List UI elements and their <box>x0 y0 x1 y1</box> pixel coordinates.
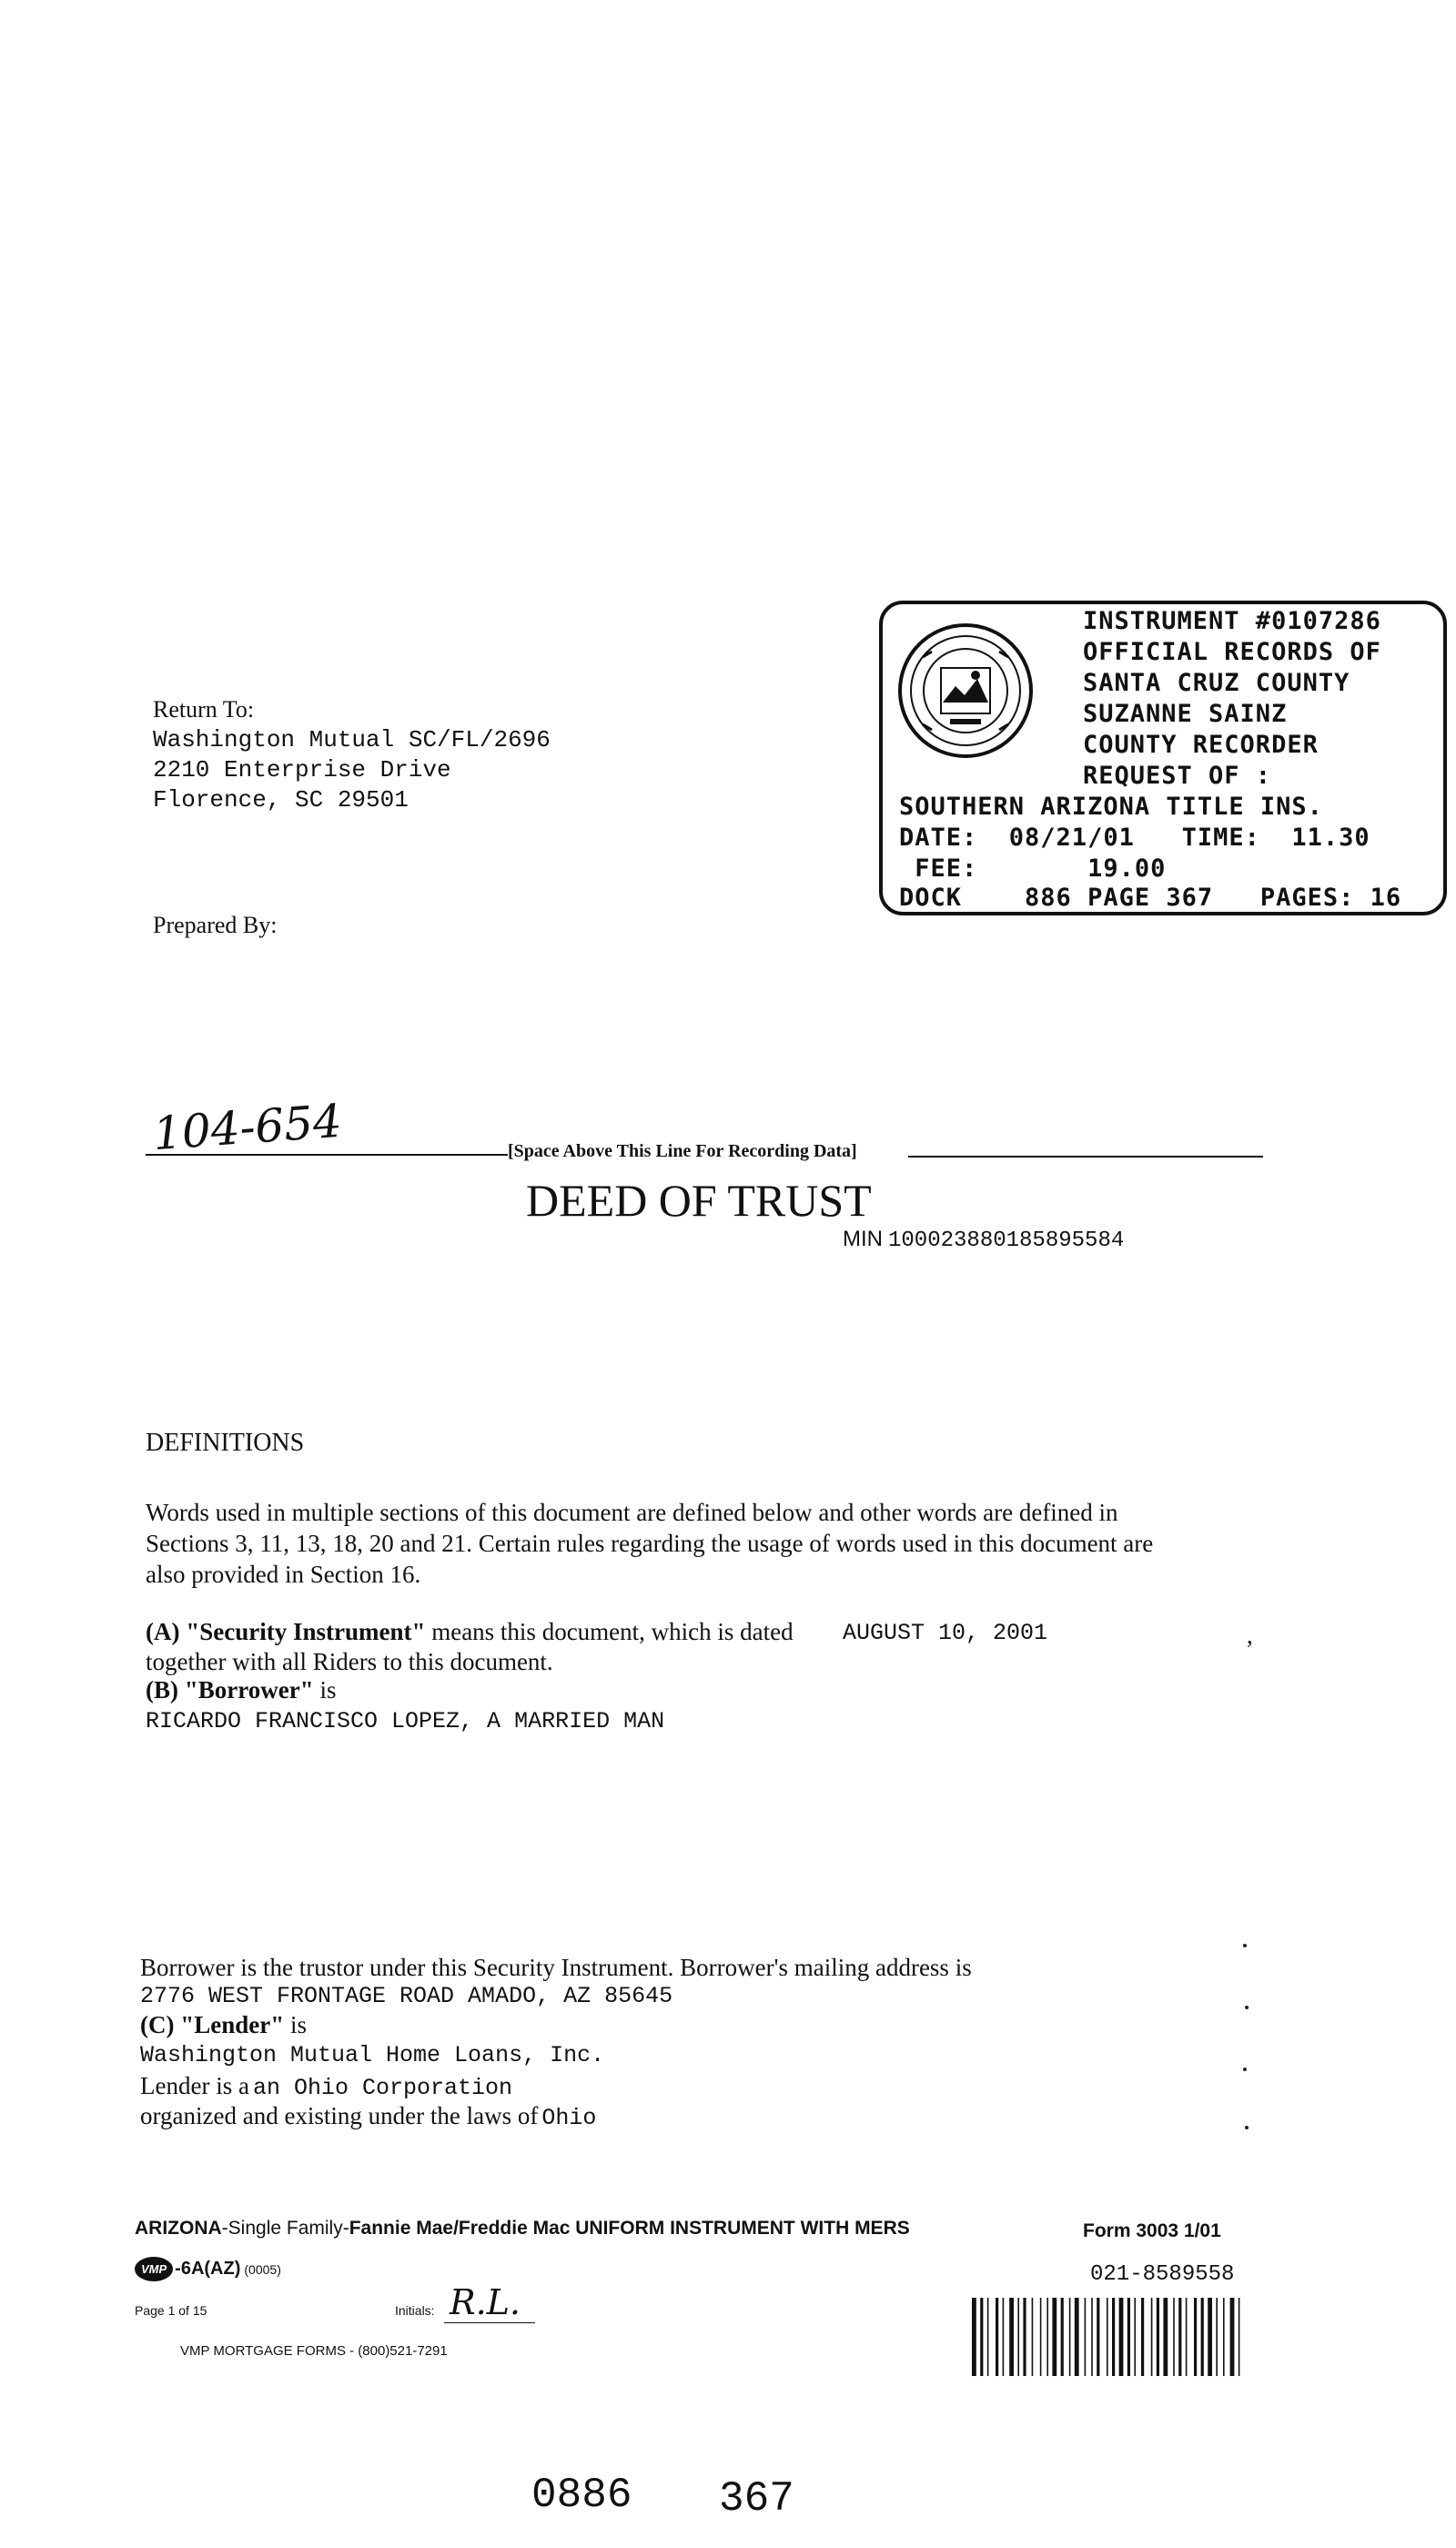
min-number <box>843 1227 1124 1253</box>
barcode-icon <box>970 2298 1245 2376</box>
min-label: MIN <box>843 1227 883 1251</box>
definition-a-term: (A) "Security Instrument" <box>146 1618 426 1645</box>
stamp-dock-page: DOCK 886 PAGE 367 PAGES: 16 <box>899 884 1402 912</box>
stamp-recorder-name: SUZANNE SAINZ <box>1083 700 1288 728</box>
stamp-fee: FEE: 19.00 <box>899 854 1167 883</box>
county-seal-icon <box>895 621 1036 761</box>
intro-line: Words used in multiple sections of this document are defined below and other words are defined in <box>146 1499 1118 1526</box>
definitions-intro <box>146 1497 1270 1590</box>
return-to-line: 2210 Enterprise Drive <box>153 756 451 784</box>
loan-number: 021-8589558 <box>1090 2262 1235 2287</box>
form-title-type: -Single Family- <box>221 2218 349 2239</box>
date-comma: , <box>1247 1622 1253 1649</box>
margin-dot <box>1243 2068 1247 2071</box>
initials-label: Initials: <box>395 2303 435 2318</box>
lender-state: Ohio <box>541 2105 597 2131</box>
definition-c <box>140 2009 307 2040</box>
lender-is-text: Lender is a <box>140 2072 249 2099</box>
definition-c-term: (C) "Lender" <box>140 2011 285 2038</box>
borrower-name: RICARDO FRANCISCO LOPEZ, A MARRIED MAN <box>146 1708 665 1734</box>
definition-b <box>146 1674 336 1705</box>
definition-a-text: means this document, which is dated <box>431 1618 794 1645</box>
return-to-line: Washington Mutual SC/FL/2696 <box>153 726 551 753</box>
stamp-official-records: OFFICIAL RECORDS OF <box>1083 638 1381 666</box>
return-to-label: Return To: <box>153 696 255 723</box>
form-title <box>135 2218 910 2240</box>
lender-organized-line <box>140 2100 596 2133</box>
definitions-heading: DEFINITIONS <box>146 1429 305 1457</box>
vmp-logo-icon: VMP <box>135 2257 173 2281</box>
initials-handwritten: R.L. <box>450 2282 521 2322</box>
form-code-sub: (0005) <box>244 2261 281 2277</box>
borrower-address-text: Borrower is the trustor under this Security Instrument. Borrower's mailing address is <box>140 1954 972 1981</box>
margin-dot <box>1245 2006 1249 2009</box>
initials-line <box>444 2322 535 2323</box>
recording-rule-right <box>908 1156 1263 1158</box>
book-number: 0886 <box>531 2472 632 2519</box>
vmp-form-code <box>135 2257 281 2281</box>
document-title: DEED OF TRUST <box>526 1175 872 1226</box>
form-title-state: ARIZONA <box>135 2218 222 2239</box>
margin-dot <box>1243 1944 1247 1947</box>
stamp-request-of: REQUEST OF : <box>1083 762 1272 790</box>
definition-a <box>146 1616 794 1647</box>
form-number: Form 3003 1/01 <box>1083 2220 1221 2241</box>
prepared-by-label: Prepared By: <box>153 912 278 938</box>
stamp-instrument: INSTRUMENT #0107286 <box>1083 607 1381 635</box>
recording-rule-left <box>146 1154 508 1156</box>
definition-c-text: is <box>289 2011 307 2038</box>
form-code: -6A(AZ) <box>175 2259 241 2279</box>
min-value: 100023880185895584 <box>888 1228 1125 1253</box>
recording-line-label: [Space Above This Line For Recording Data] <box>508 1141 857 1161</box>
borrower-address: 2776 WEST FRONTAGE ROAD AMADO, AZ 85645 <box>140 1983 673 2009</box>
handwritten-file-number: 104-654 <box>151 1094 344 1161</box>
security-instrument-date: AUGUST 10, 2001 <box>843 1620 1048 1646</box>
definition-a-line2: together with all Riders to this document. <box>146 1648 553 1675</box>
return-to-address <box>153 725 551 815</box>
organized-text: organized and existing under the laws of <box>140 2102 539 2129</box>
page-indicator: Page 1 of 15 <box>135 2303 207 2318</box>
lender-name: Washington Mutual Home Loans, Inc. <box>140 2042 605 2068</box>
lender-entity: an Ohio Corporation <box>252 2075 512 2101</box>
stamp-county: SANTA CRUZ COUNTY <box>1083 669 1350 697</box>
intro-line: Sections 3, 11, 13, 18, 20 and 21. Certain rules regarding the usage of words used in this document are <box>146 1530 1154 1557</box>
definition-b-term: (B) "Borrower" <box>146 1676 314 1704</box>
stamp-recorder-title: COUNTY RECORDER <box>1083 731 1319 759</box>
stamp-date-time: DATE: 08/21/01 TIME: 11.30 <box>899 824 1370 852</box>
stamp-requester: SOUTHERN ARIZONA TITLE INS. <box>899 793 1323 821</box>
lender-entity-line <box>140 2070 512 2103</box>
vmp-mortgage-forms: VMP MORTGAGE FORMS - (800)521-7291 <box>180 2343 448 2359</box>
recording-stamp <box>879 601 1447 915</box>
intro-line: also provided in Section 16. <box>146 1561 421 1588</box>
return-to-line: Florence, SC 29501 <box>153 786 409 814</box>
form-title-program: Fannie Mae/Freddie Mac UNIFORM INSTRUMENT WITH MERS <box>349 2218 910 2239</box>
margin-dot <box>1245 2126 1249 2129</box>
page-number: 367 <box>719 2475 794 2523</box>
definition-b-text: is <box>319 1676 337 1704</box>
